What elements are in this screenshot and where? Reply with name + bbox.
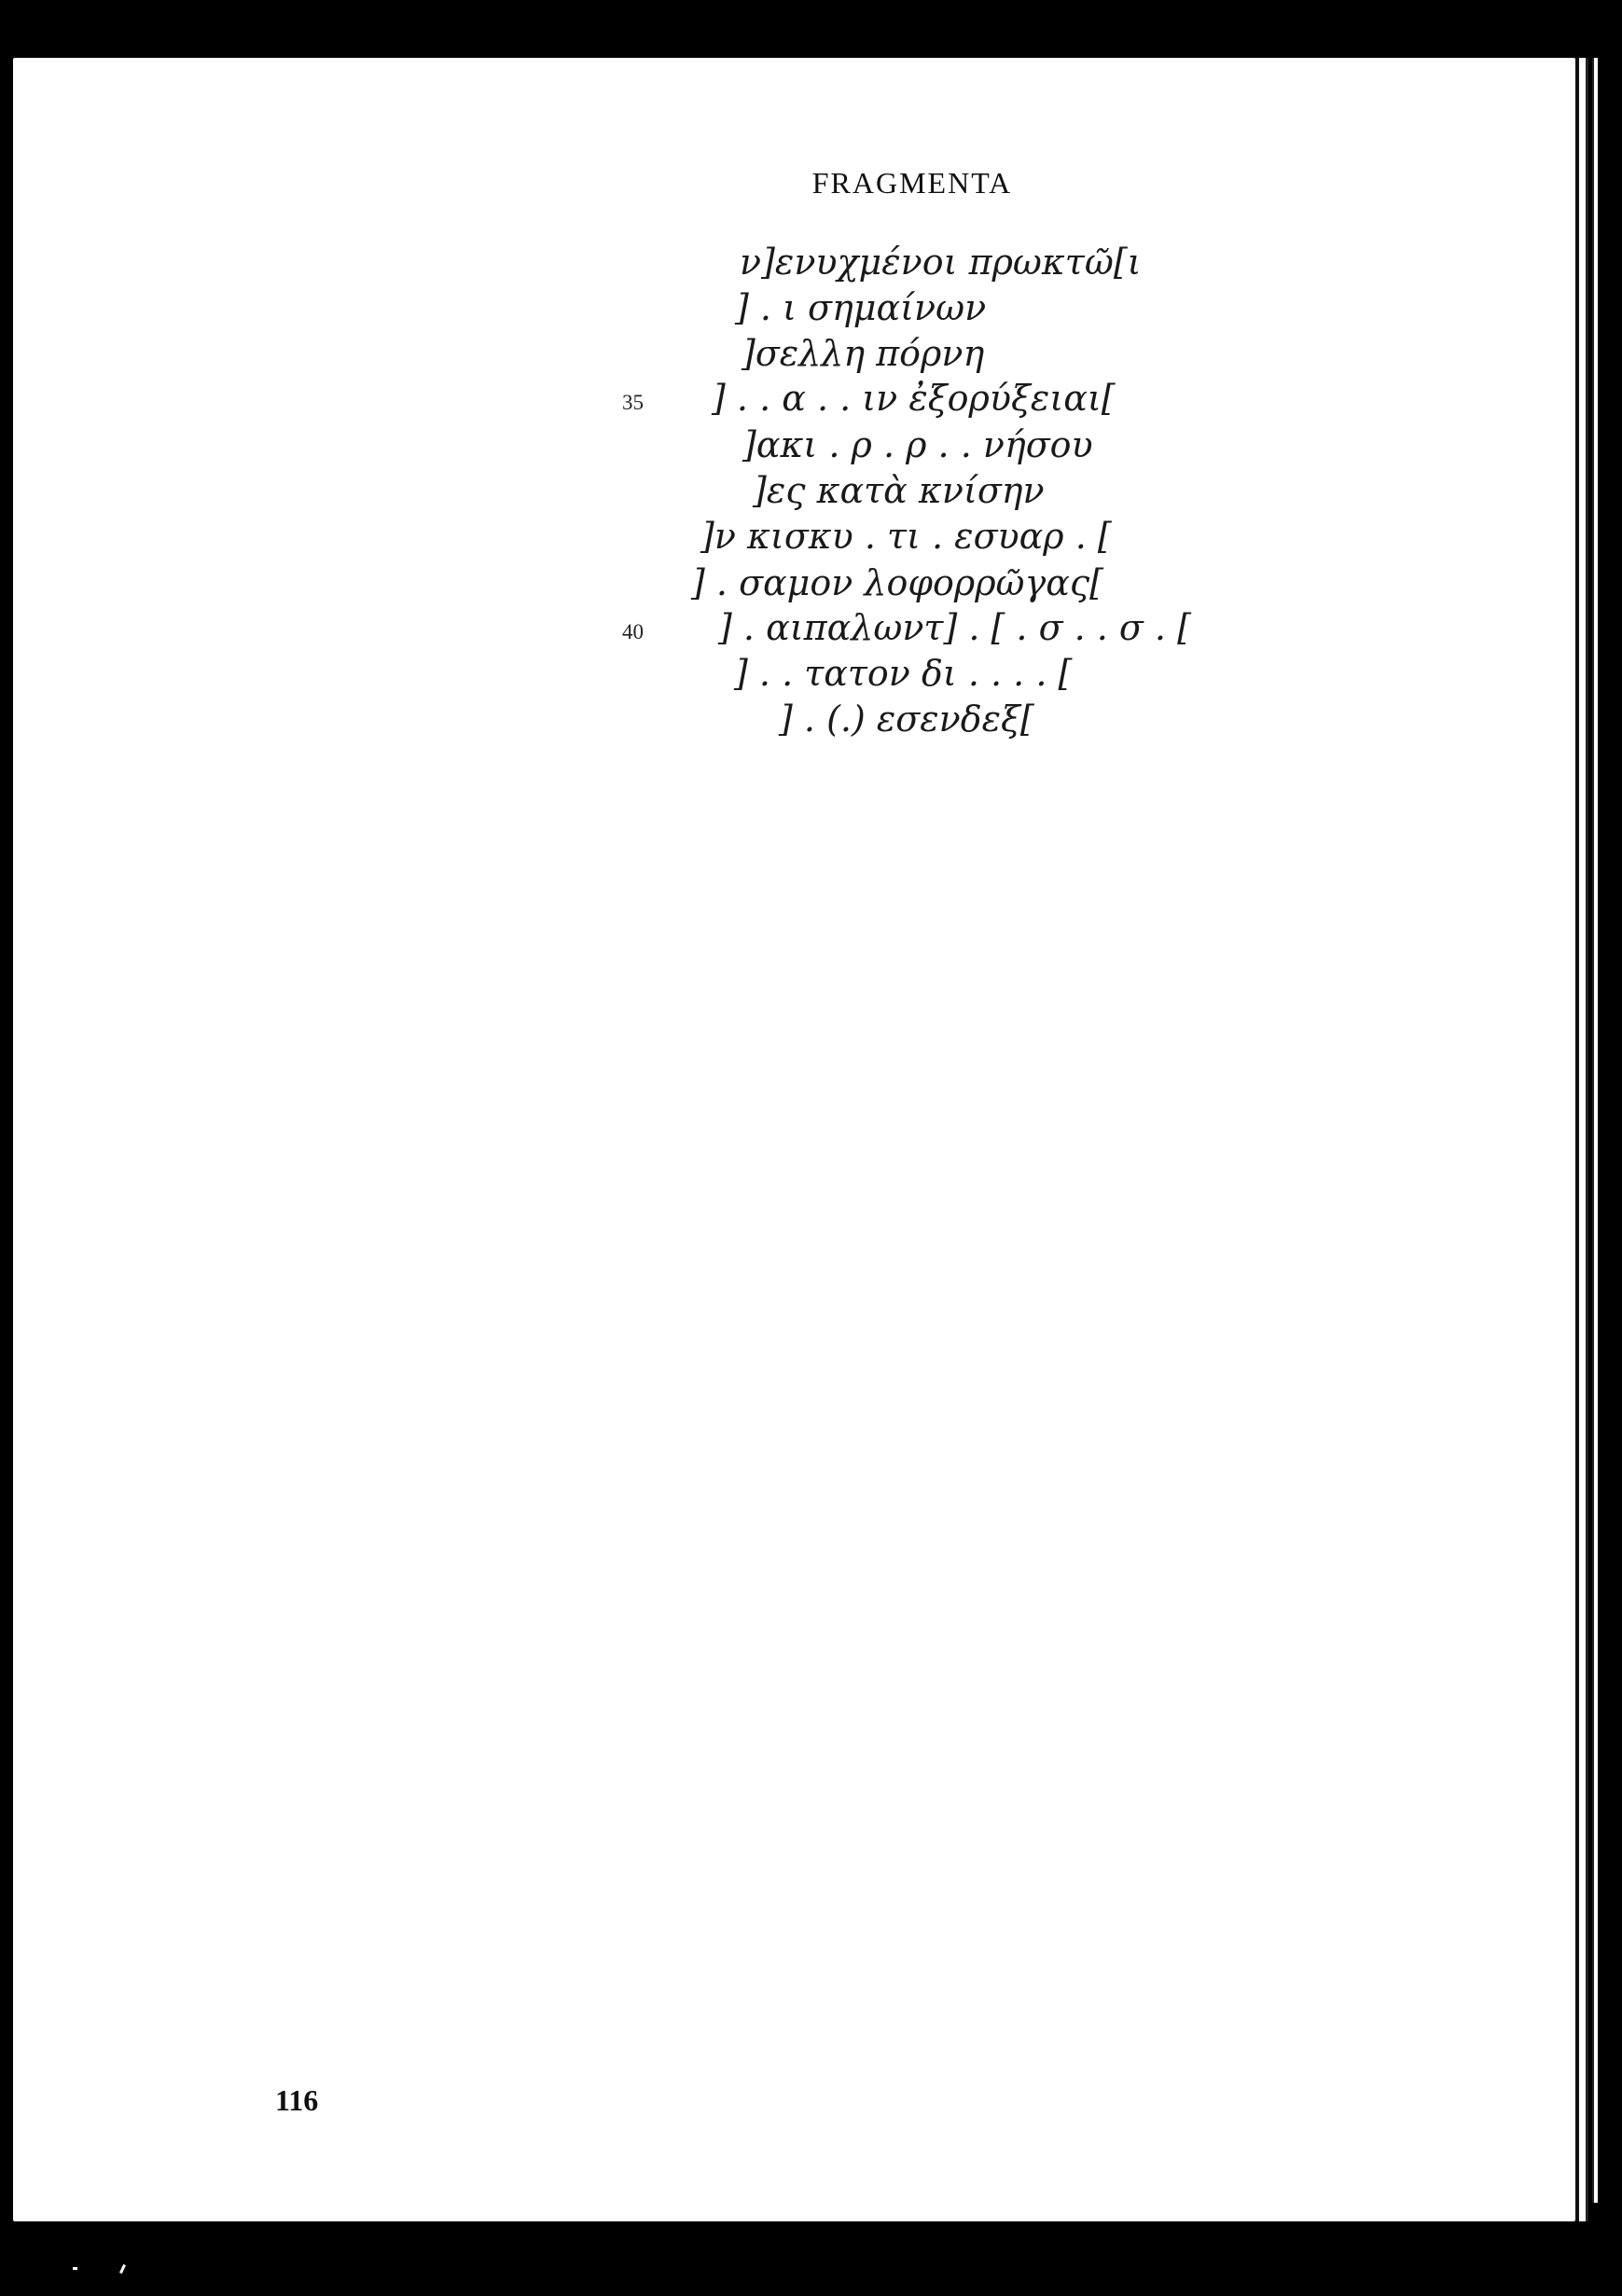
line-number-40: 40 [622, 620, 644, 643]
verse-line: ] . . τατον δι . . . . [ [734, 653, 1073, 694]
book-spine-edge [1575, 58, 1588, 2221]
verse-line: ] . ι σημαίνων [735, 287, 987, 328]
verse-line: ]ες κατὰ κνίσην [753, 470, 1045, 511]
verse-line: ] . (.) εσενδεξ[ [779, 698, 1034, 740]
verse-line: ] . σαμον λοφορρῶγας[ [691, 562, 1104, 603]
line-number-35: 35 [622, 391, 644, 414]
verse-line: ]ακι . ρ . ρ . . νήσου [742, 424, 1093, 465]
scan-speck [73, 2267, 77, 2270]
verse-line: ν]ενυχμένοι πρωκτῶ[ι [740, 242, 1142, 283]
verse-line: ]ν κισκυ . τι . εσυαρ . [ [700, 516, 1112, 557]
scan-speck [119, 2264, 126, 2274]
verse-line: ]σελλη πόρνη [742, 333, 985, 374]
verse-line: ] . αιπαλωντ] . [ . σ . . σ . [ [718, 607, 1191, 648]
running-head: FRAGMENTA [811, 166, 1013, 200]
book-spine-edge-inner [1592, 58, 1598, 2203]
page-number: 116 [275, 2083, 319, 2117]
verse-line: ] . . α . . ιν ἐξορύξειαι[ [712, 378, 1116, 419]
